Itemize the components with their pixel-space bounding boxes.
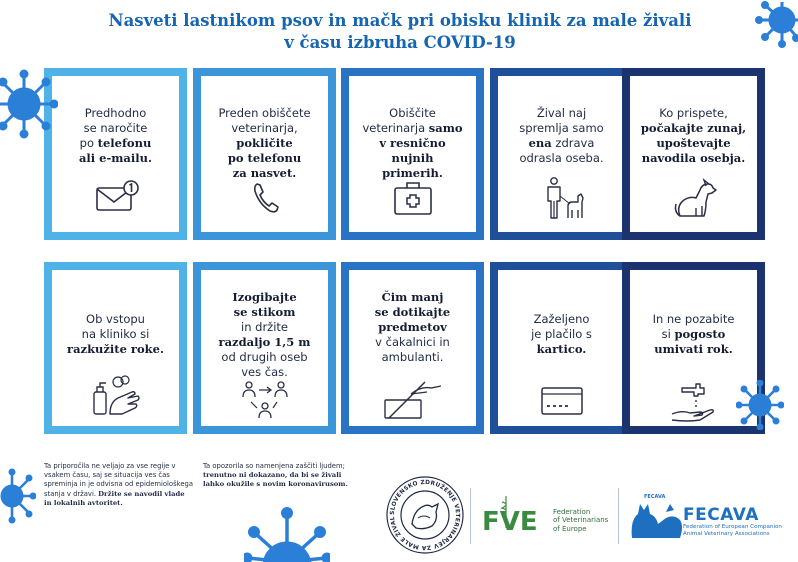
logo-divider [618,488,619,544]
emphasis-text: pokličite [236,136,293,150]
emphasis-text: trenutno ni dokazano, da bi se živali [203,471,342,480]
card-text: Ob vstopu na kliniko si razkužite roke. [67,312,164,356]
footnote-protection: Ta opozorila so namenjena zaščiti ljudem; trenutno ni dokazano, da bi se živali lahko okužile s novim koronavirusom. [203,462,348,489]
card-urgent-only [341,68,484,240]
emphasis-text: ali e-mailu. [78,151,152,165]
fve-logo [480,494,552,536]
emphasis-text: v resnično [379,136,446,150]
fecava-wordmark: FECAVA [683,505,759,525]
emphasis-text: ena [528,136,552,150]
fecava-animals-logo [626,490,686,542]
emphasis-text: samo [428,121,463,135]
emphasis-text: počakajte zunaj, [640,121,747,135]
emphasis-text: se dotikajte [374,305,451,319]
svg-text:FECAVA: FECAVA [644,494,666,500]
emphasis-text: za nasvet. [232,166,297,180]
card-wait-outside [622,68,765,240]
no-touch-icon [381,378,445,422]
emphasis-text: umivati rok. [654,342,733,356]
emphasis-text: kartico. [536,342,587,356]
card-distance [193,262,336,434]
card-text: Žival naj spremlja samo ena zdrava odrasla oseba. [519,106,604,165]
emphasis-text: in lokalnih avtoritet. [44,498,123,507]
card-sanitize [44,262,187,434]
emphasis-text: telefonu [97,136,152,150]
hand-washing-icon [666,380,722,424]
social-distance-icon [237,378,293,422]
emphasis-text: Izogibajte [232,290,297,304]
virus-decoration-icon [0,466,36,526]
footnote-regional: Ta priporočila ne veljajo za vse regije v vsakem času, saj se situacija ves čas spreminja in je odvisna od epidemiološkega stanja v državi. Držite se navodil vlade in lokalnih avtoritet. [44,462,193,507]
card-no-touch [341,262,484,434]
emphasis-text: razkužite roke. [67,342,164,356]
fecava-subtitle: Federation of European Companion Animal Veterinary Associations [683,524,782,537]
email-badge-icon [88,176,144,220]
emphasis-text: lahko okužile s novim koronavirusom. [203,480,348,489]
card-text: Čim manj se dotikajte predmetov v čakalnici in ambulanti. [374,290,451,364]
card-text: Predhodno se naročite po telefonu ali e-mailu. [78,106,152,165]
person-with-dog-icon [534,176,590,220]
emphasis-text: navodila osebja. [641,151,746,165]
svg-text:FVE: FVE [482,507,538,536]
card-one-adult [490,68,633,240]
page-title [80,10,720,54]
card-text: In ne pozabite si pogosto umivati rok. [652,312,735,356]
emphasis-text: razdaljo 1,5 m [218,335,311,349]
emphasis-text: upoštevajte [656,136,731,150]
card-appointment [44,68,187,240]
emphasis-text: nujnih [391,151,434,165]
title-line-1: Nasveti lastnikom psov in mačk pri obisku klinik za male živali [108,11,692,30]
emphasis-text: predmetov [378,320,447,334]
svg-text:SLOVENSKO ZDRUŽENJE VETERINARJ: SLOVENSKO ZDRUŽENJE VETERINARJEV ZA MALE ŽIVAL [389,479,461,551]
card-text: Obiščite veterinarja samo v resnično nujnih primerih. [362,106,463,180]
emphasis-text: Držite se navodil vlade [98,489,185,498]
emphasis-text: pogosto [674,327,726,341]
emphasis-text: Čim manj [381,290,444,304]
card-text: Preden obiščete veterinarja, pokličite po telefonu za nasvet. [218,106,311,180]
virus-decoration-icon [0,62,58,146]
card-call-first [193,68,336,240]
fve-subtitle: Federation of Veterinarians of Europe [553,508,609,533]
virus-decoration-icon [244,504,330,562]
card-text: Izogibajte se stikom in držite razdaljo 1,5 m od drugih oseb ves čas. [218,290,311,379]
emphasis-text: primerih. [382,166,443,180]
credit-card-icon [534,378,590,422]
virus-decoration-icon [736,380,784,430]
logo-divider [470,488,471,544]
emphasis-text: po telefonu [227,151,302,165]
svz-seal-logo [384,474,466,556]
hand-sanitizer-icon [88,374,144,418]
emphasis-text: se stikom [233,305,296,319]
first-aid-kit-icon [385,176,441,220]
title-line-2: v času izbruha COVID-19 [284,33,516,52]
card-text: Ko prispete, počakajte zunaj, upoštevajte navodila osebja. [640,106,747,165]
card-text: Zaželjeno je plačilo s kartico. [531,312,592,356]
card-pay-by-card [490,262,633,434]
phone-icon [237,176,293,220]
virus-decoration-icon [754,0,798,50]
sitting-dog-icon [666,176,722,220]
